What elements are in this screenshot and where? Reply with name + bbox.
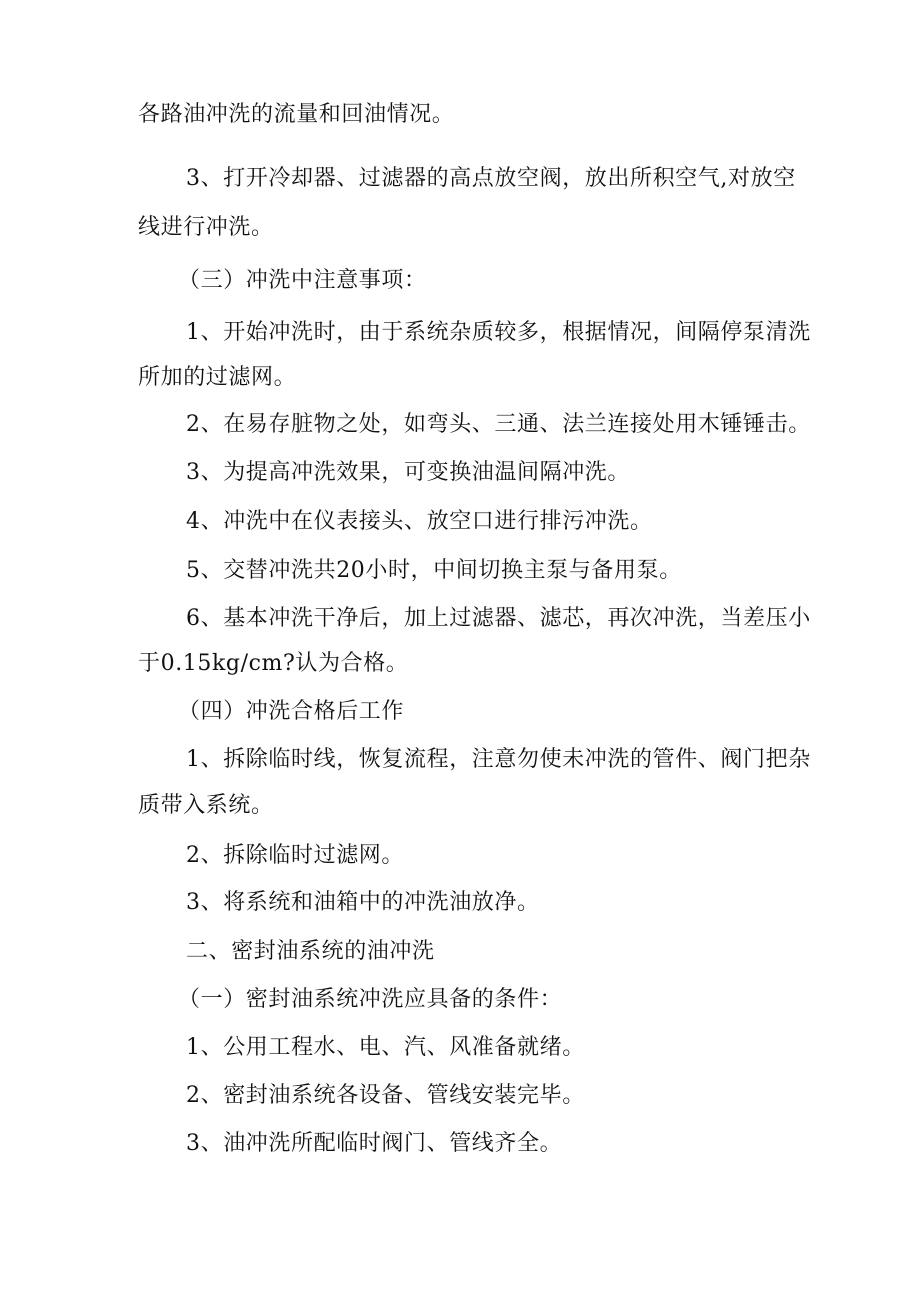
text-line: 3、油冲洗所配临时阀门、管线齐全。 bbox=[186, 1131, 563, 1156]
text-line: 所加的过滤网。 bbox=[138, 365, 297, 390]
section-heading: 二、密封油系统的油冲洗 bbox=[186, 939, 435, 964]
section-heading: （三）冲洗中注意事项： bbox=[178, 268, 427, 293]
section-heading: （一）密封油系统冲洗应具备的条件： bbox=[178, 987, 563, 1012]
text-line: 1、拆除临时线，恢复流程，注意勿使未冲洗的管件、阀门把杂 bbox=[186, 747, 811, 772]
text-line: 2、在易存脏物之处，如弯头、三通、法兰连接处用木锤锤击。 bbox=[186, 412, 811, 437]
text-line: 4、冲洗中在仪表接头、放空口进行排污冲洗。 bbox=[186, 509, 653, 534]
text-line: 各路油冲洗的流量和回油情况。 bbox=[138, 102, 455, 127]
text-line: 2、密封油系统各设备、管线安装完毕。 bbox=[186, 1083, 585, 1108]
text-line: 线进行冲洗。 bbox=[138, 215, 274, 240]
text-line: 6、基本冲洗干净后，加上过滤器、滤芯，再次冲洗，当差压小 bbox=[186, 606, 811, 631]
text-line: 3、将系统和油箱中的冲洗油放净。 bbox=[186, 890, 540, 915]
text-line: 5、交替冲洗共20小时，中间切换主泵与备用泵。 bbox=[186, 558, 682, 583]
text-line: 1、开始冲洗时，由于系统杂质较多，根据情况，间隔停泵清洗 bbox=[186, 320, 811, 345]
text-line: 2、拆除临时过滤网。 bbox=[186, 843, 404, 868]
text-line: 1、公用工程水、电、汽、风准备就绪。 bbox=[186, 1035, 585, 1060]
text-line: 3、打开冷却器、过滤器的高点放空阀，放出所积空气,对放空 bbox=[186, 166, 796, 191]
text-line: 3、为提高冲洗效果，可变换油温间隔冲洗。 bbox=[186, 460, 630, 485]
text-line: 质带入系统。 bbox=[138, 793, 274, 818]
section-heading: （四）冲洗合格后工作 bbox=[178, 699, 405, 724]
text-line: 于0.15kg/cm?认为合格。 bbox=[138, 651, 409, 676]
